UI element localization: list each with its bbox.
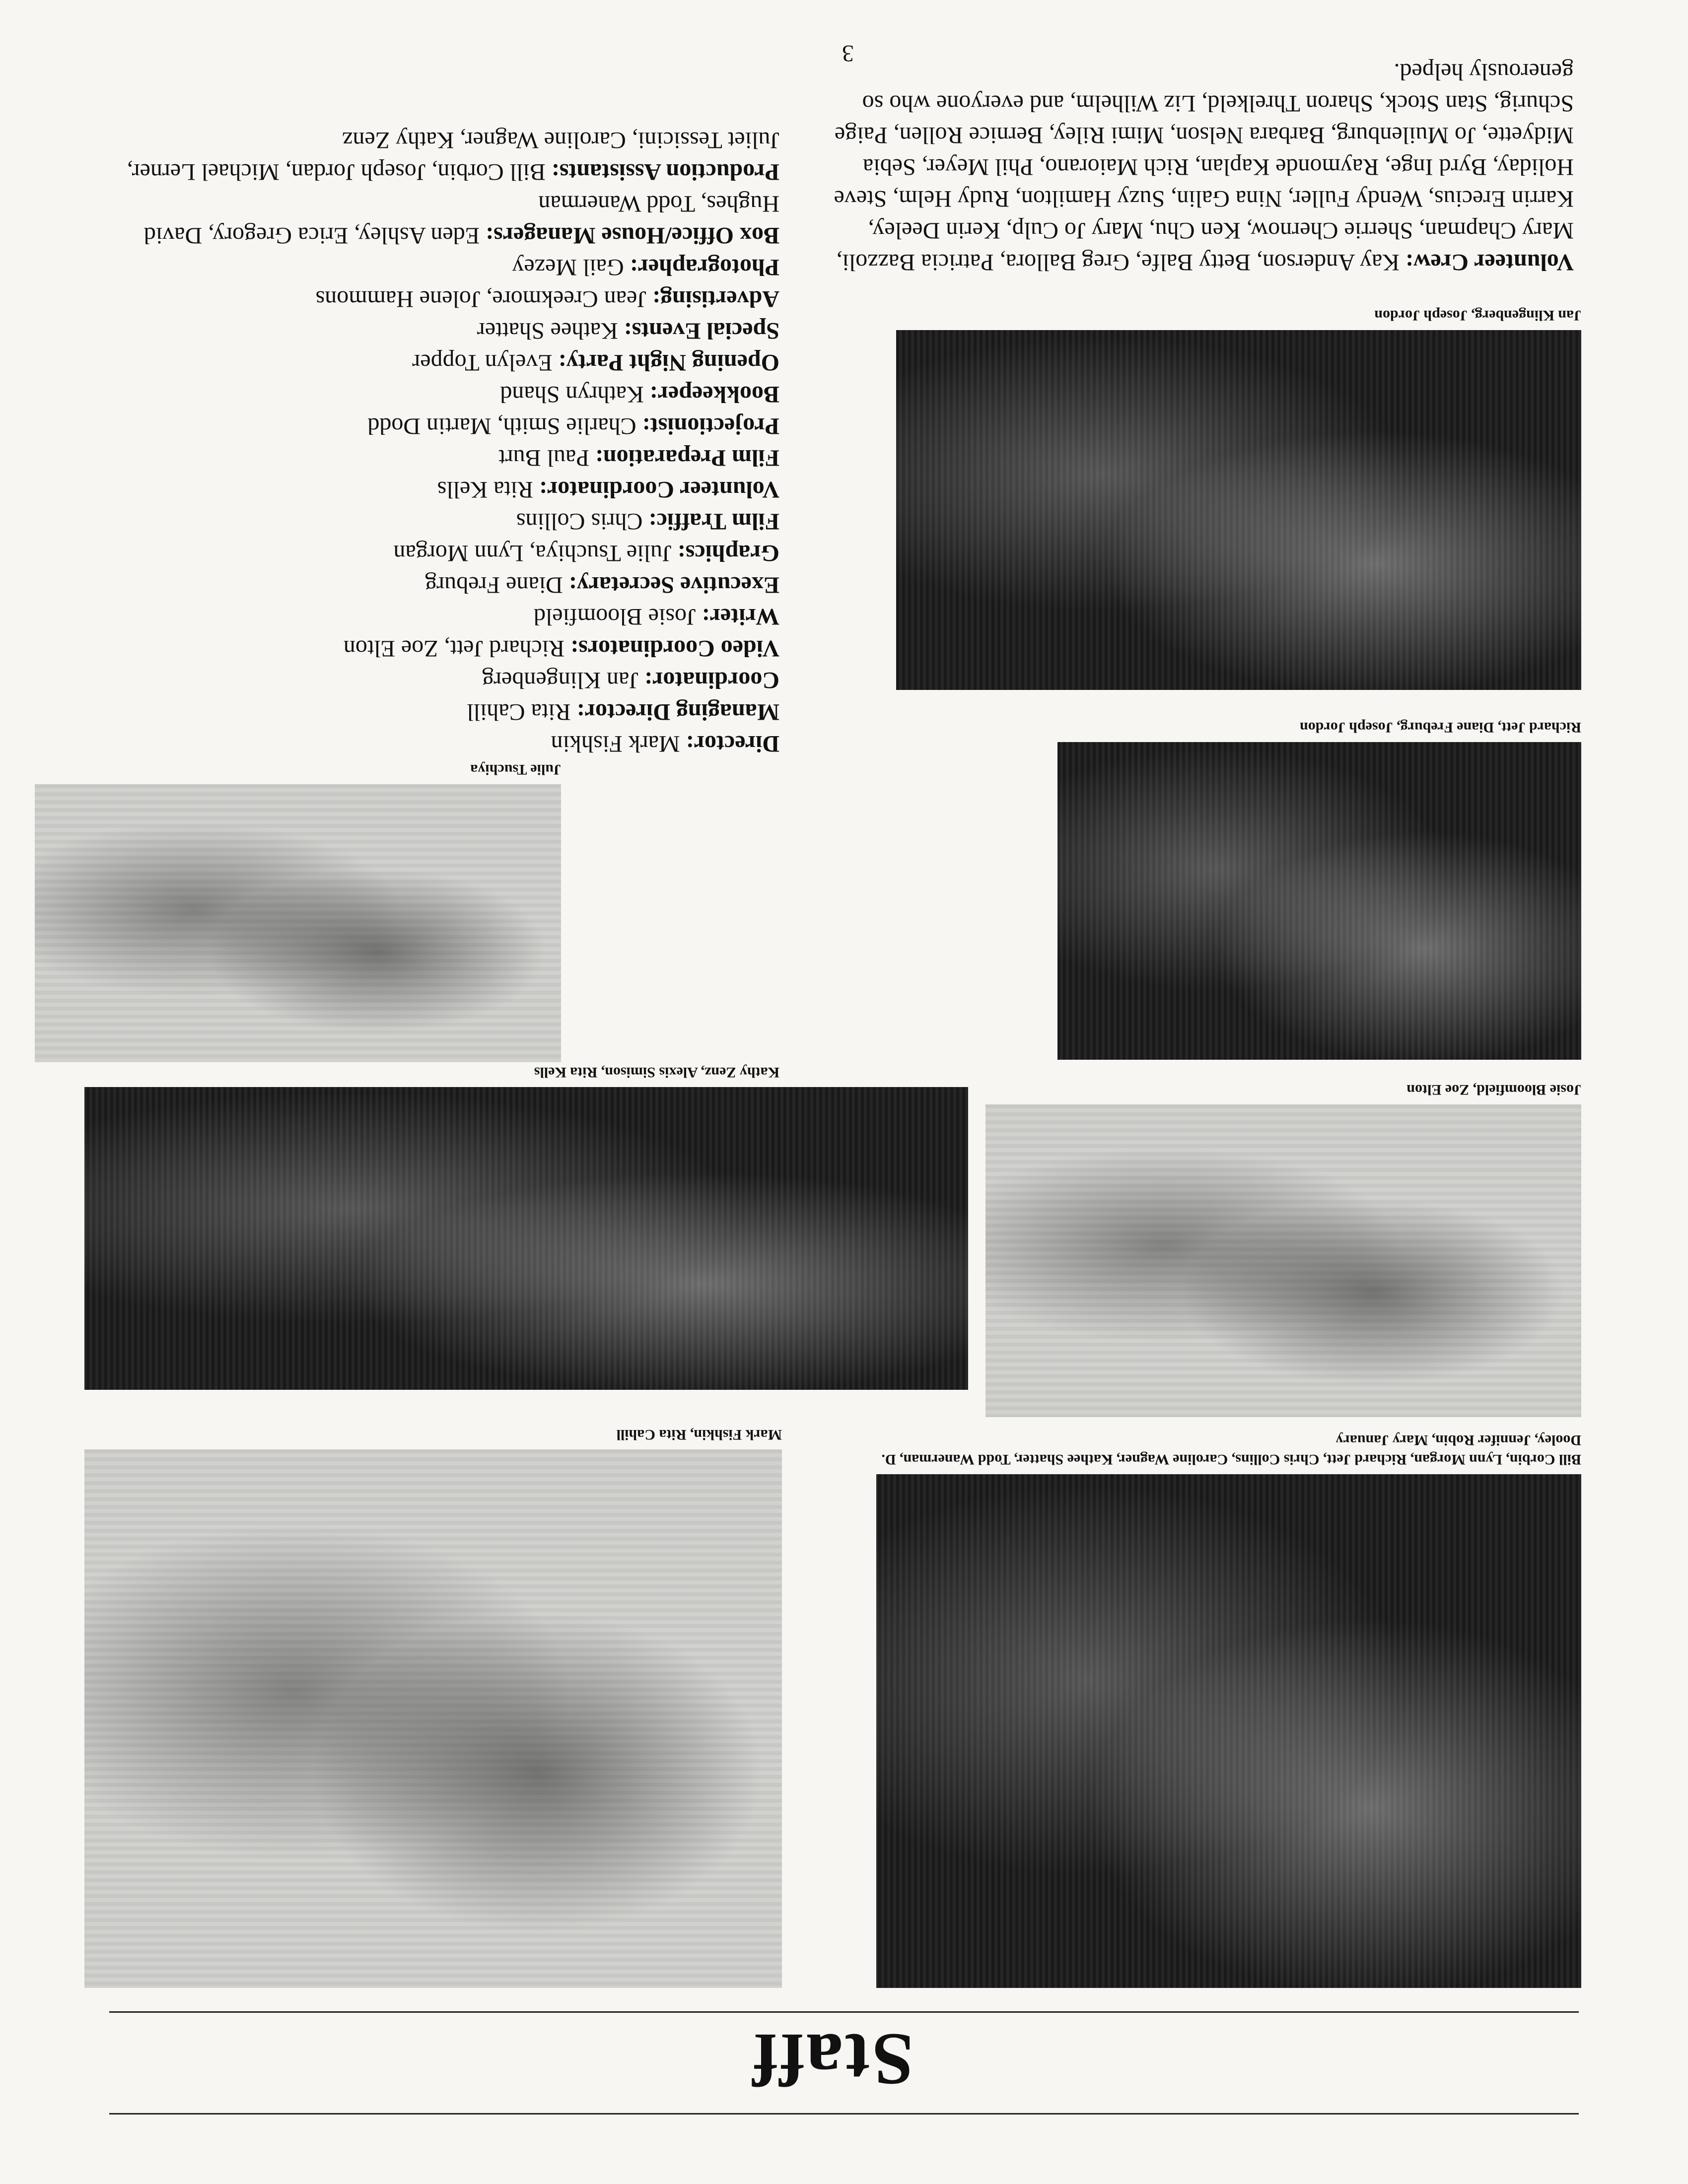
staff-names: Richard Jett, Zoe Elton	[343, 635, 565, 662]
staff-role: Film Traffic:	[648, 508, 779, 535]
staff-entry	[89, 442, 779, 474]
staff-names: Gail Mezey	[512, 254, 624, 280]
staff-names: Kathryn Shand	[500, 381, 644, 408]
staff-role: Bookkeeper:	[649, 381, 779, 408]
staff-entry	[89, 188, 779, 251]
staff-names: Rita Cahill	[467, 699, 571, 725]
staff-role: Executive Secretary:	[568, 572, 779, 598]
staff-role: Advertising:	[652, 286, 779, 312]
page-number: 3	[842, 40, 854, 67]
staff-names: Kathee Shatter	[477, 318, 618, 344]
staff-role: Projectionist:	[642, 413, 779, 439]
photo-klingenberg-jordon	[896, 330, 1581, 690]
staff-entry	[89, 664, 779, 696]
staff-names: Jean Creekmore, Jolene Hammons	[315, 286, 647, 312]
staff-names: Charlie Smith, Martin Dodd	[367, 413, 636, 439]
staff-entry	[89, 124, 779, 188]
staff-entry	[89, 728, 779, 759]
staff-names: Evelyn Topper	[412, 349, 553, 376]
staff-entry	[89, 601, 779, 632]
photo-zenz-simison-kells	[84, 1087, 968, 1390]
staff-role: Graphics:	[677, 540, 779, 566]
staff-entry	[89, 474, 779, 505]
staff-entry	[89, 505, 779, 537]
staff-names: Josie Bloomfield	[533, 604, 696, 630]
staff-entry	[89, 569, 779, 601]
staff-entry	[89, 251, 779, 283]
caption-fishkin-cahill: Mark Fishkin, Rita Cahill	[616, 1427, 782, 1443]
staff-roster	[829, 56, 1574, 278]
staff-entry	[89, 378, 779, 410]
caption-zenz-simison-kells: Kathy Zenz, Alexis Simison, Rita Kells	[534, 1064, 779, 1081]
staff-names: Paul Burt	[498, 445, 589, 471]
staff-role: Video Coordinators:	[570, 635, 779, 662]
photo-bloomfield-elton	[985, 1104, 1581, 1417]
title-rule-top	[109, 2113, 1579, 2115]
staff-names: Diane Freburg	[425, 572, 563, 598]
staff-role: Special Events:	[624, 318, 779, 344]
staff-role: Film Preparation:	[595, 445, 779, 471]
staff-role: Box Office/House Managers:	[486, 222, 779, 249]
staff-entry	[89, 410, 779, 442]
volunteer-crew	[829, 56, 1574, 278]
staff-role: Coordinator:	[644, 667, 779, 693]
photo-jett-freburg-jordon	[1057, 742, 1581, 1060]
staff-role: Managing Director:	[576, 699, 779, 725]
caption-bloomfield-elton: Josie Bloomfield, Zoe Elton	[1407, 1082, 1581, 1098]
caption-group: Bill Corbin, Lynn Morgan, Richard Jett, Chris Collins, Caroline Wagner, Kathee Shatter, Todd Wanerman, D. Dooley, Jennifer Robin, Mary January	[881, 1432, 1581, 1468]
staff-entry	[89, 632, 779, 664]
title-rule-bottom	[109, 2011, 1579, 2013]
staff-entry	[89, 346, 779, 378]
staff-entry	[89, 696, 779, 728]
staff-role: Writer:	[702, 604, 779, 630]
volunteer-crew-label: Volunteer Crew:	[1405, 249, 1574, 275]
caption-jett-freburg-jordon: Richard Jett, Diane Freburg, Joseph Jordon	[1300, 719, 1581, 736]
caption-tsuchiya: Julie Tsuchiya	[470, 761, 561, 778]
photo-group	[876, 1474, 1581, 1988]
staff-names: Julie Tsuchiya, Lynn Morgan	[393, 540, 672, 566]
staff-names: Mark Fishkin	[551, 731, 680, 757]
staff-names: Rita Kells	[437, 477, 534, 503]
page-title: Staff	[750, 2018, 914, 2101]
staff-role: Production Assistants:	[551, 159, 779, 185]
staff-role: Opening Night Party:	[558, 349, 779, 376]
photo-fishkin-cahill	[84, 1449, 782, 1988]
staff-names: Chris Collins	[516, 508, 643, 535]
volunteer-crew-names: Kay Anderson, Betty Balfe, Greg Ballora, Patricia Bazzoli, Mary Chapman, Sherrie Chernow, Ken Chu, Mary Jo Culp, Kerin Deeley, Karrin Erecius, Wendy Fuller, Nina Galin, Suzy Hamilton, Rudy Helm, Steve Holiday, Byrd Inge, Raymonde Kaplan, Rich Maiorano, Phil Meyer, Sebia Midyette, Jo Muilenburg, Barbara Nelson, Mimi Riley, Bernice Rollen, Paige Schurig, Stan Stock, Sharon Threlkeld, Liz Wilhelm, and everyone who so generously helped.	[834, 59, 1574, 275]
staff-entry	[89, 537, 779, 569]
staff-entry	[89, 315, 779, 346]
staff-names: Eden Ashley, Erica Gregory, David Hughes, Todd Wanerman	[143, 191, 779, 249]
photo-tsuchiya	[35, 784, 561, 1062]
caption-klingenberg-jordon: Jan Klingenberg, Joseph Jordon	[1374, 307, 1581, 324]
staff-names: Bill Corbin, Joseph Jordan, Michael Lerner, Juliet Tessicini, Caroline Wagner, Kathy Zenz	[127, 127, 779, 185]
staff-names: Jan Klingenberg	[482, 667, 639, 693]
staff-role: Volunteer Coordinator:	[539, 477, 779, 503]
staff-list	[89, 124, 779, 759]
staff-role: Photographer:	[630, 254, 779, 280]
staff-role: Director:	[686, 731, 779, 757]
staff-entry	[89, 283, 779, 315]
